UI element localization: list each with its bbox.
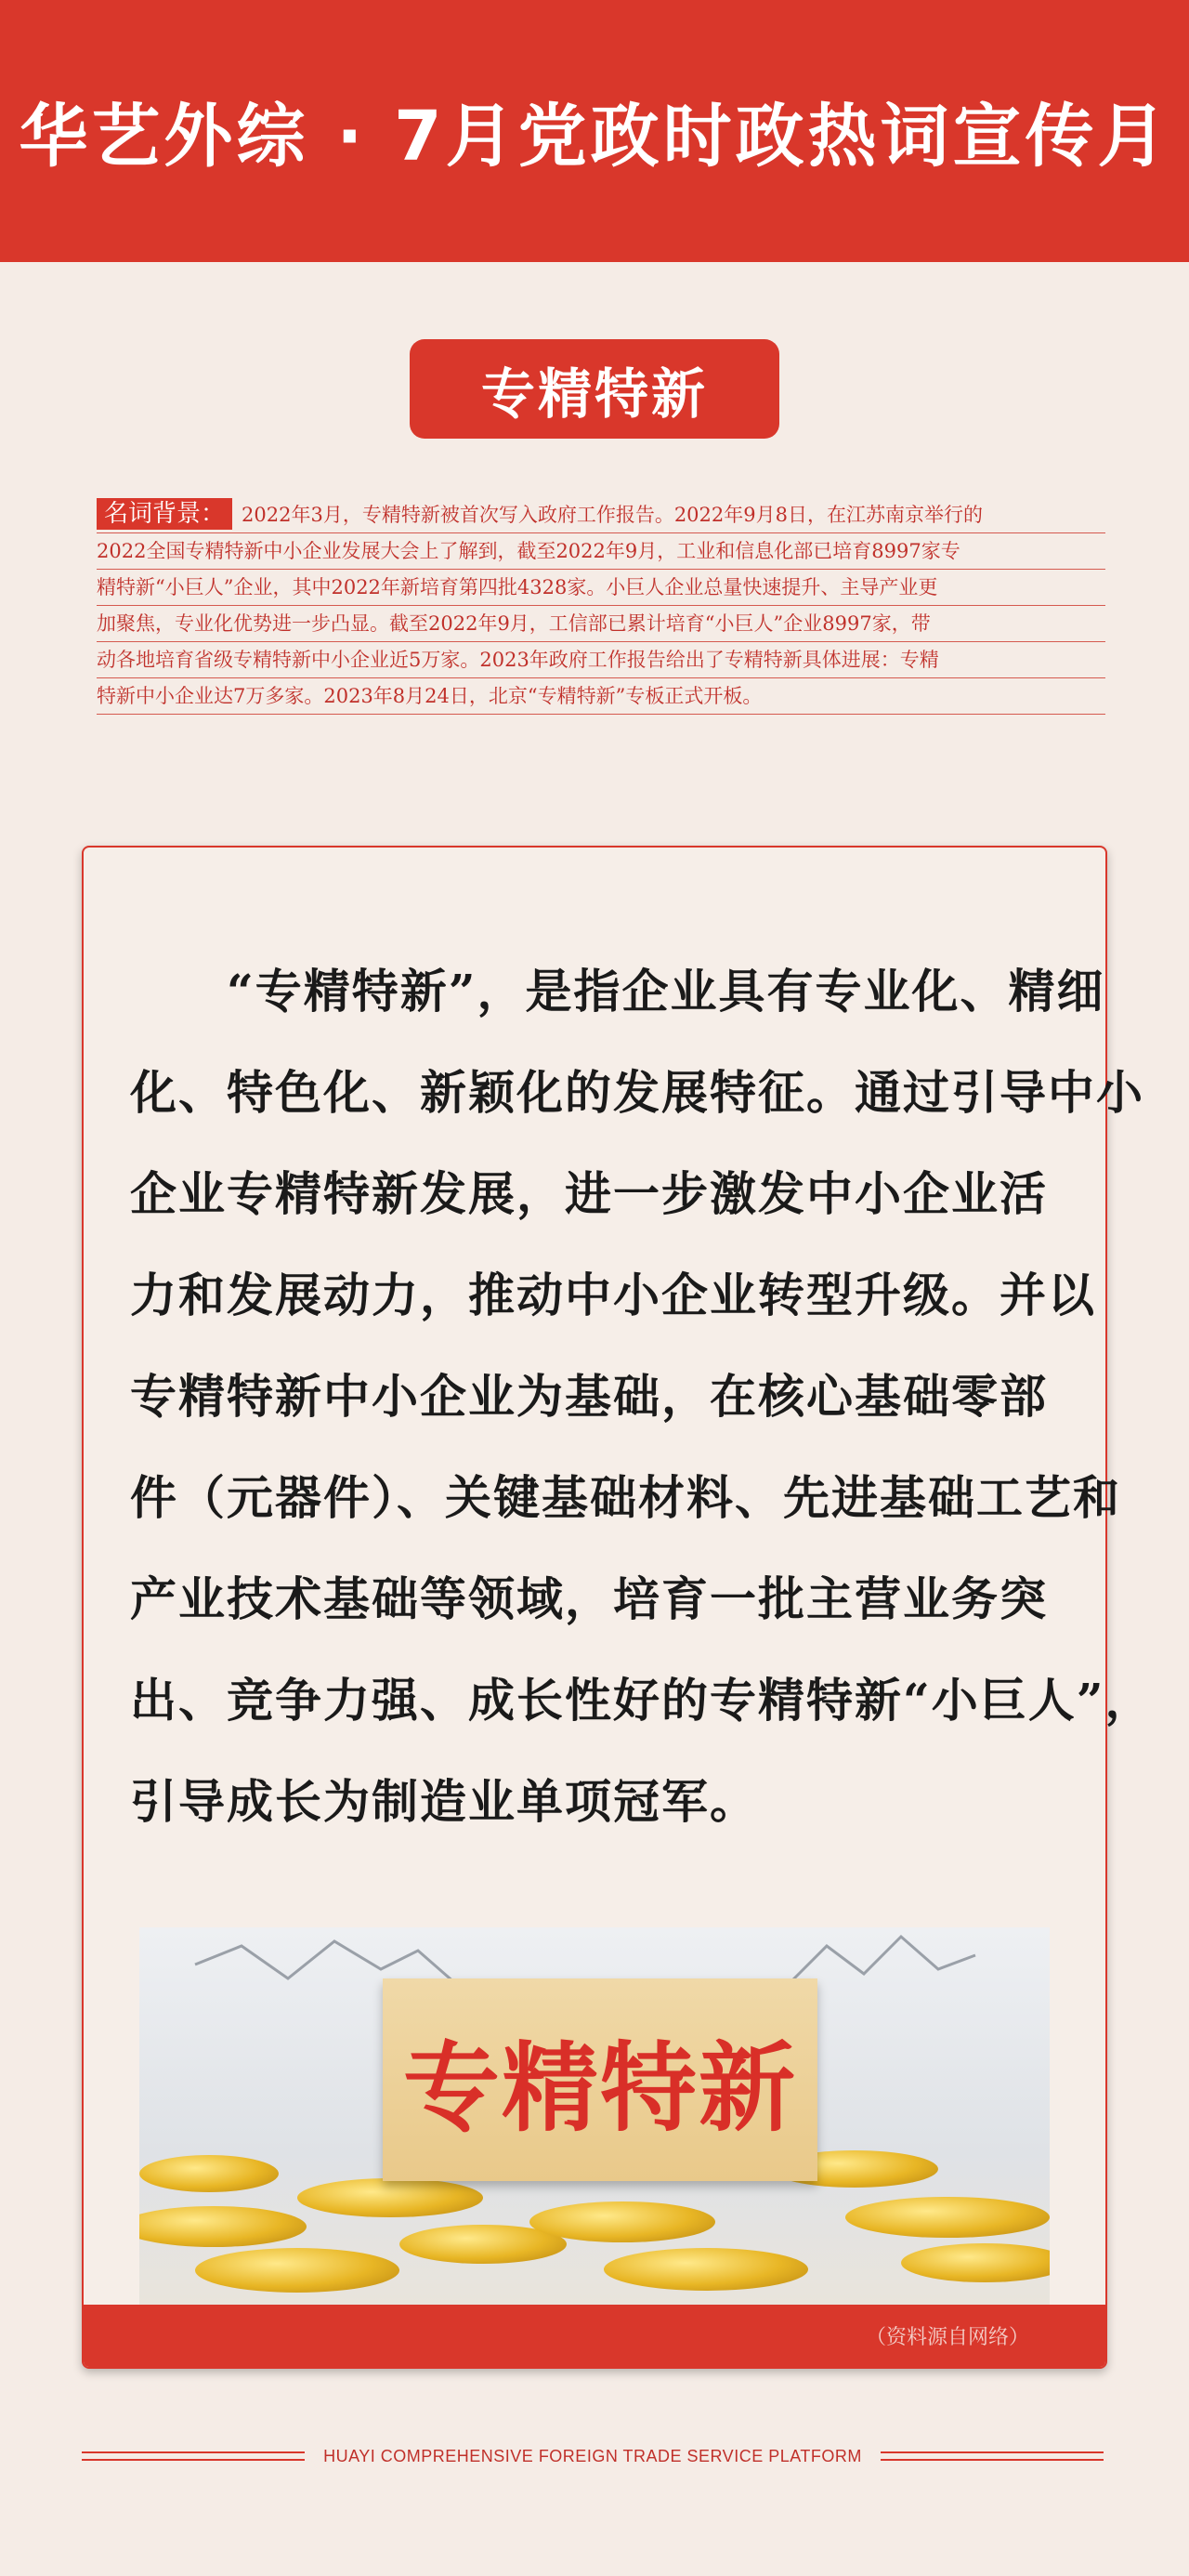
definition-line: 力和发展动力，推动中小企业转型升级。并以 (130, 1268, 1096, 1322)
coin (139, 2206, 307, 2247)
footer-rule-left (82, 2451, 305, 2461)
background-line: 名词背景： 2022年3月，专精特新被首次写入政府工作报告。2022年9月8日，在江苏南京举行的 (97, 497, 1105, 533)
wooden-block (383, 1978, 817, 2181)
background-line: 2022全国专精特新中小企业发展大会上了解到，截至2022年9月，工业和信息化部已培育8997家专 (97, 533, 1105, 570)
coin (139, 2155, 279, 2192)
definition-line: 出、竞争力强、成长性好的专精特新“小巨人”， (130, 1673, 1154, 1728)
definition-line: “专精特新”，是指企业具有专业化、精细 (130, 964, 1105, 1019)
background-line: 加聚焦，专业化优势进一步凸显。截至2022年9月，工信部已累计培育“小巨人”企业8997家，带 (97, 606, 1105, 642)
card-footer-bar (84, 2305, 1105, 2367)
definition-card (82, 846, 1154, 2369)
footer-rule-right (881, 2451, 1104, 2461)
term-badge (410, 339, 779, 439)
coin (195, 2248, 399, 2293)
coin (297, 2178, 483, 2217)
illustration-photo (139, 1927, 1050, 2305)
definition-line: 企业专精特新发展，进一步激发中小企业活 (130, 1166, 1048, 1221)
definition-line: 化、特色化、新颖化的发展特征。通过引导中小 (130, 1065, 1144, 1120)
definition-line: 专精特新中小企业为基础，在核心基础零部 (130, 1369, 1048, 1424)
definition-line: 引导成长为制造业单项冠军。 (130, 1774, 758, 1829)
definition-text (130, 940, 1154, 1852)
background-label: 名词背景： (97, 498, 232, 530)
source-note: （资料源自网络） (865, 2326, 1029, 2349)
coin (845, 2197, 1050, 2238)
background-line: 特新中小企业达7万多家。2023年8月24日，北京“专精特新”专板正式开板。 (97, 678, 1105, 715)
page-title: 华艺外综 · 7月党政时政热词宣传月 (19, 97, 1170, 177)
term-label: 专精特新 (480, 361, 708, 426)
definition-line: 产业技术基础等领域，培育一批主营业务突 (130, 1571, 1048, 1626)
coin (901, 2243, 1050, 2282)
background-line: 动各地培育省级专精特新中小企业近5万家。2023年政府工作报告给出了专精特新具体进展：专精 (97, 642, 1105, 678)
background-section (97, 497, 1105, 715)
coin (529, 2201, 715, 2242)
definition-line: 件（元器件）、关键基础材料、先进基础工艺和 (130, 1470, 1121, 1525)
header-banner (0, 0, 1189, 262)
block-text: 专精特新 (402, 2031, 797, 2145)
background-line: 精特新“小巨人”企业，其中2022年新培育第四批4328家。小巨人企业总量快速提升、主导产业更 (97, 570, 1105, 606)
page-footer (82, 2442, 1104, 2470)
footer-text: HUAYI COMPREHENSIVE FOREIGN TRADE SERVICE PLATFORM (323, 2446, 862, 2465)
coin (604, 2248, 808, 2291)
